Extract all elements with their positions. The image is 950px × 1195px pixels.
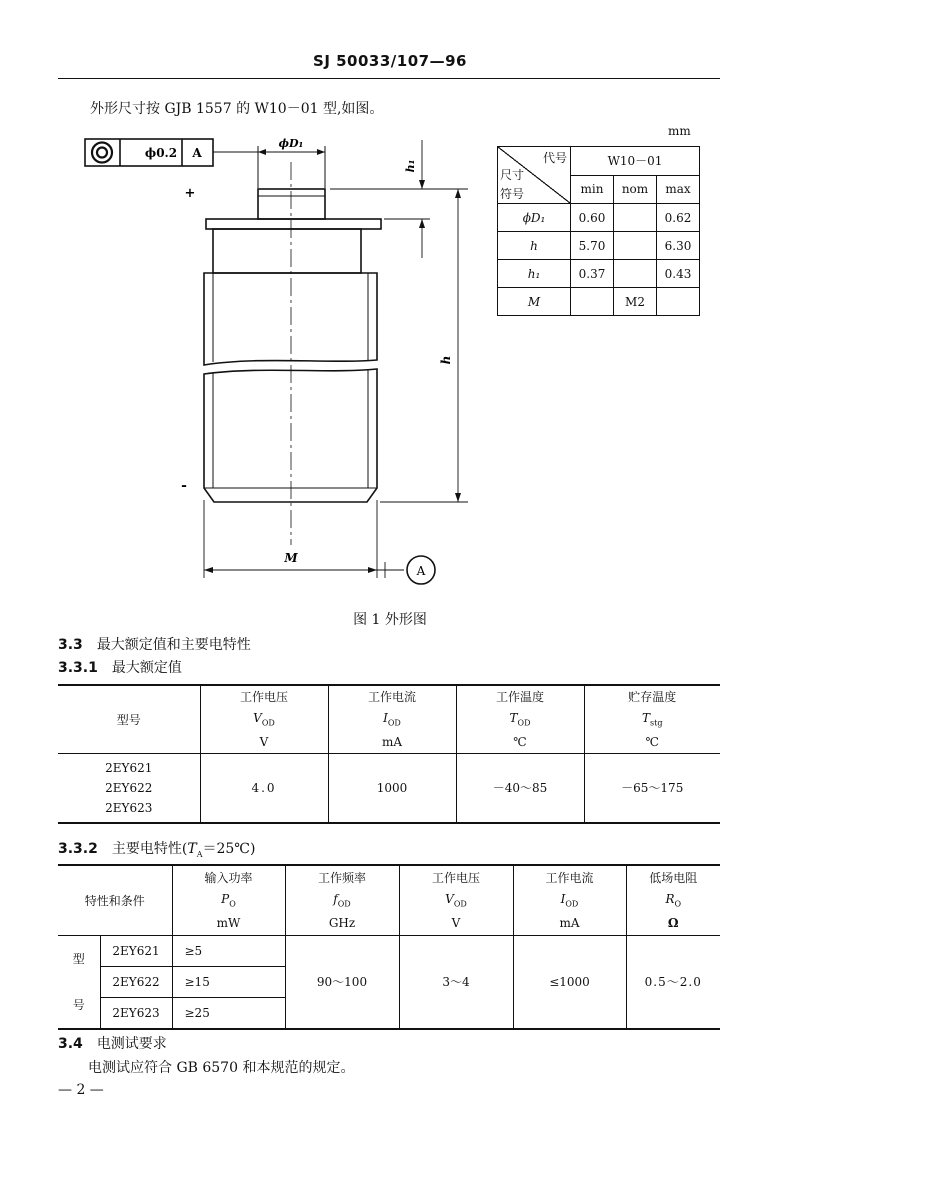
table-row: 型 号 2EY621 ≥5 90～100 3～4 ≤1000 0.5～2.0 xyxy=(58,935,720,966)
col-unit: mA xyxy=(513,912,626,935)
col-unit: Ω xyxy=(667,916,679,931)
current-value: ≤1000 xyxy=(513,935,626,1029)
col-symbol: $I_{OD}$ xyxy=(513,888,626,912)
col-symbol: $T_{OD}$ xyxy=(456,707,584,731)
col-unit: mW xyxy=(172,912,285,935)
col-name: 低场电阻 xyxy=(649,870,698,885)
col-max: max xyxy=(657,175,700,204)
conditions-header: 特性和条件 xyxy=(58,865,172,935)
table-row: 2EY622 ≥15 xyxy=(58,966,720,997)
table-corner-header: 代号 尺寸 符号 xyxy=(498,147,570,203)
col-name: 贮存温度 xyxy=(628,690,677,704)
model-list: 2EY621 2EY622 2EY623 xyxy=(58,753,200,823)
value-cell: 1000 xyxy=(328,753,456,823)
resistance-value: 0.5～2.0 xyxy=(626,935,720,1029)
type-code: W10－01 xyxy=(571,147,700,176)
col-name: 工作温度 xyxy=(456,685,584,707)
col-unit: V xyxy=(200,731,328,753)
col-name: 工作电压 xyxy=(399,865,513,888)
col-symbol: $f_{OD}$ xyxy=(285,888,399,912)
table-row: ϕD₁ 0.60 0.62 xyxy=(498,204,700,232)
header-rule xyxy=(58,78,720,79)
minus-terminal: - xyxy=(181,478,187,494)
h1-label: h₁ xyxy=(404,159,417,173)
value-cell: －40～85 xyxy=(456,753,584,823)
col-min: min xyxy=(571,175,614,204)
plus-terminal: + xyxy=(184,186,196,201)
freq-value: 90～100 xyxy=(285,935,399,1029)
col-nom: nom xyxy=(614,175,657,204)
section-3-4-heading: 3.4 电测试要求 xyxy=(58,1036,167,1052)
outline-drawing xyxy=(0,120,490,595)
col-unit: V xyxy=(399,912,513,935)
col-name: 工作频率 xyxy=(285,865,399,888)
value-cell: 4.0 xyxy=(200,753,328,823)
col-name: 工作电流 xyxy=(513,865,626,888)
h-label: h xyxy=(439,355,453,365)
col-symbol: $V_{OD}$ xyxy=(200,707,328,731)
unit-label: mm xyxy=(668,124,691,138)
col-symbol: $R_O$ xyxy=(665,891,682,909)
table-row: h 5.70 6.30 xyxy=(498,232,700,260)
tolerance-datum: A xyxy=(192,146,202,160)
col-symbol: $P_O$ xyxy=(172,888,285,912)
section-3-4-text: 电测试应符合 GB 6570 和本规范的规定。 xyxy=(88,1060,355,1076)
col-unit: GHz xyxy=(285,912,399,935)
col-symbol: $T_{stg}$ xyxy=(642,710,663,728)
dimension-table xyxy=(497,146,700,316)
table-row: M M2 xyxy=(498,288,700,316)
m-label: M xyxy=(284,551,298,565)
col-name: 工作电压 xyxy=(200,685,328,707)
value-cell: －65～175 xyxy=(621,781,684,796)
section-3-3-1-heading: 3.3.1 最大额定值 xyxy=(58,660,182,676)
section-3-3-heading: 3.3 最大额定值和主要电特性 xyxy=(58,637,251,653)
table-row: h₁ 0.37 0.43 xyxy=(498,260,700,288)
intro-text: 外形尺寸按 GJB 1557 的 W10－01 型,如图。 xyxy=(90,101,384,117)
concentricity-icon xyxy=(92,143,112,163)
col-symbol: $V_{OD}$ xyxy=(399,888,513,912)
characteristics-table xyxy=(58,864,720,1030)
side-label: 型 号 xyxy=(58,935,100,1029)
figure-caption: 图 1 外形图 xyxy=(353,612,427,628)
table-row: 2EY623 ≥25 xyxy=(58,997,720,1028)
page-number: — 2 — xyxy=(58,1082,104,1098)
col-name: 输入功率 xyxy=(172,865,285,888)
document-number: SJ 50033/107—96 xyxy=(313,52,467,70)
tolerance-value: ϕ0.2 xyxy=(144,146,178,160)
section-3-3-2-heading: 3.3.2 主要电特性$(T_A=25℃)$ xyxy=(58,841,256,859)
col-unit: ℃ xyxy=(456,731,584,753)
voltage-value: 3～4 xyxy=(399,935,513,1029)
col-unit: ℃ xyxy=(645,734,659,749)
phi-d1-label: ϕD₁ xyxy=(278,137,304,150)
datum-a-label: A xyxy=(416,564,426,578)
col-unit: mA xyxy=(328,731,456,753)
max-ratings-table xyxy=(58,684,720,824)
model-header: 型号 xyxy=(58,685,200,753)
col-symbol: $I_{OD}$ xyxy=(328,707,456,731)
col-name: 工作电流 xyxy=(328,685,456,707)
